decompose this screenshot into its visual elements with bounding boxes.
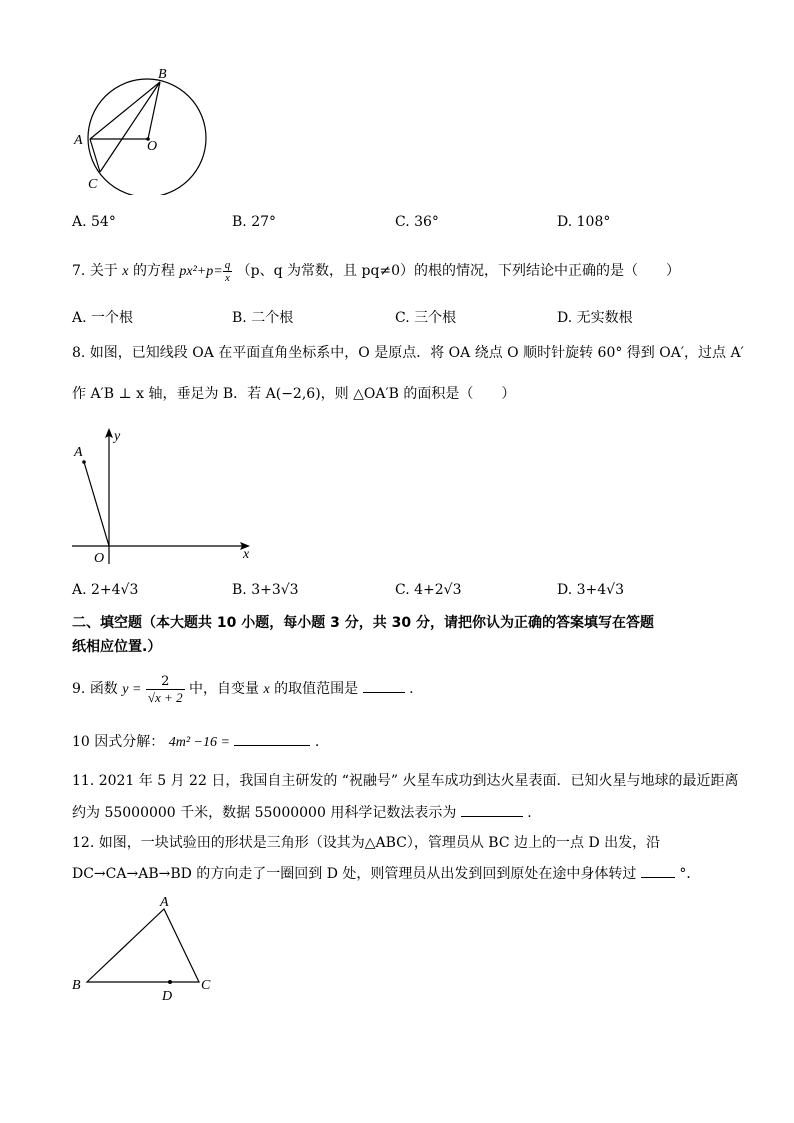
circle-o [88, 79, 206, 195]
q8-option-d: D. 3+4√3 [557, 582, 624, 598]
q9-end: . [409, 681, 414, 697]
q10-number: 10 [72, 734, 90, 750]
label-c: C [88, 177, 98, 192]
label-b: B [158, 67, 167, 82]
q8-line1: 8. 如图，已知线段 OA 在平面直角坐标系中，O 是原点．将 OA 绕点 O 顺时针旋转 60° 得到 OA′，过点 A′ [72, 345, 744, 361]
q11-end: . [527, 805, 532, 821]
q9-y: y = [122, 682, 142, 697]
q7-frac-den: x [225, 271, 230, 284]
q7-post: （p、q 为常数，且 pq≠0）的根的情况，下列结论中正确的是（ ） [236, 263, 681, 279]
q10-answer-blank[interactable] [234, 731, 310, 746]
q9-frac-den: √x + 2 [147, 689, 183, 705]
q8-option-c: C. 4+2√3 [395, 582, 462, 598]
q6-option-d: D. 108° [557, 214, 611, 230]
coordinate-figure [66, 424, 266, 570]
q6-option-b: B. 27° [232, 214, 277, 230]
circle-figure [68, 60, 218, 195]
q8-option-a: A. 2+4√3 [72, 582, 139, 598]
q7-frac-num: q [224, 258, 231, 271]
label-c: C [201, 978, 211, 993]
q9-post: 中，自变量 [189, 681, 260, 697]
q11-answer-blank[interactable] [461, 802, 523, 817]
q7-option-c: C. 三个根 [395, 310, 457, 326]
q12-line1: 12. 如图，一块试验田的形状是三角形（设其为△ABC），管理员从 BC 边上的一点 D 出发，沿 [72, 835, 661, 851]
q11-line2 [72, 802, 532, 822]
q10-stem [72, 731, 319, 752]
q7-fraction [223, 259, 233, 284]
label-a: A [160, 895, 169, 910]
q7-equation: px²+p= [179, 264, 223, 279]
q7-mid: 的方程 [132, 263, 175, 279]
q9-fraction [146, 674, 185, 705]
q10-text: 因式分解： [94, 734, 165, 750]
label-y: y [114, 429, 121, 444]
q7-option-a: A. 一个根 [72, 310, 134, 326]
triangle-figure [66, 892, 226, 1004]
label-x: x [243, 547, 250, 562]
q7-number: 7. [72, 263, 86, 279]
q12-answer-blank[interactable] [641, 863, 675, 878]
label-o: O [94, 551, 105, 566]
q9-stem [72, 672, 414, 707]
q7-option-b: B. 二个根 [232, 310, 294, 326]
q7-pre: 关于 [89, 263, 118, 279]
label-d: D [162, 989, 173, 1004]
q12-line2-text: DC→CA→AB→BD 的方向走了一圈回到 D 处，则管理员从出发到回到原处在途中身体转过 [72, 866, 637, 882]
label-a: A [74, 133, 83, 148]
q6-option-c: C. 36° [395, 214, 439, 230]
q9-answer-blank[interactable] [363, 678, 405, 693]
q12-line2 [72, 863, 700, 883]
q9-var: x [263, 682, 270, 697]
q6-option-a: A. 54° [72, 214, 116, 230]
point-d [168, 980, 172, 984]
q7-stem [72, 256, 680, 287]
q9-frac-num: 2 [146, 674, 185, 690]
label-o: O [147, 139, 158, 154]
q9-pre: 函数 [89, 681, 118, 697]
q7-var: x [122, 264, 129, 279]
triangle-abc [87, 909, 199, 982]
q12-end: °． [679, 866, 701, 882]
q8-option-b: B. 3+3√3 [232, 582, 299, 598]
q9-number: 9. [72, 681, 86, 697]
q11-line1: 11. 2021 年 5 月 22 日，我国自主研发的 “祝融号” 火星车成功到达火星表面．已知火星与地球的最近距离 [72, 773, 739, 789]
label-a: A [74, 445, 83, 460]
q7-option-d: D. 无实数根 [557, 310, 633, 326]
section-2-heading-line1: 二、填空题（本大题共 10 小题，每小题 3 分，共 30 分，请把你认为正确的答案填写在答题 [72, 615, 654, 631]
section-2-heading-line2: 纸相应位置.） [72, 639, 162, 655]
q10-expr: 4m² −16 = [168, 735, 230, 750]
q11-line2-text: 约为 55000000 千米，数据 55000000 用科学记数法表示为 [72, 805, 457, 821]
point-a [82, 460, 86, 464]
q8-line2: 作 A′B ⊥ x 轴，垂足为 B．若 A(−2,6)，则 △OA′B 的面积是（ ） [72, 386, 516, 402]
q9-post2: 的取值范围是 [274, 681, 359, 697]
segment-oa [84, 462, 109, 546]
label-b: B [72, 978, 81, 993]
q10-end: . [314, 734, 320, 750]
